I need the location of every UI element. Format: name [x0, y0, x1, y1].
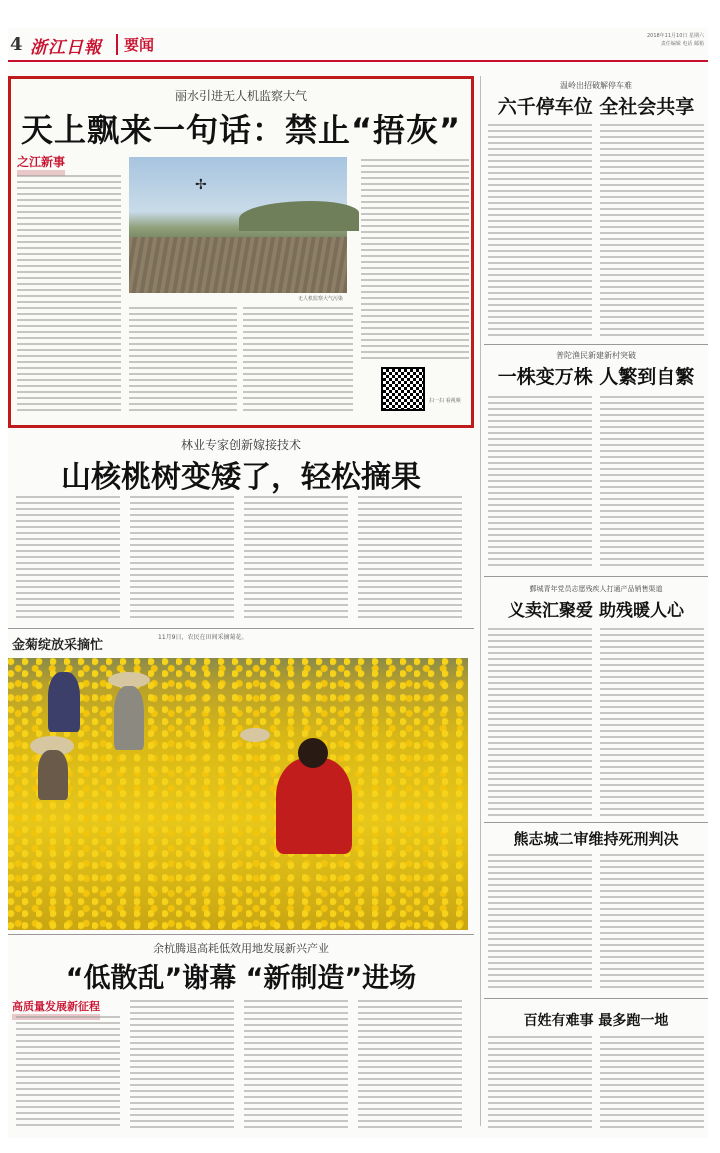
feature-body-col-2 [129, 307, 237, 411]
straw-hat [240, 728, 270, 742]
story4-body-b [600, 854, 704, 992]
story1-kicker: 温岭出招破解停车难 [560, 81, 632, 90]
story3-body-b [600, 628, 704, 818]
walnut-body-1 [16, 496, 120, 622]
hill-shape [239, 201, 359, 231]
story1-body-a [488, 124, 592, 338]
farmer-figure [48, 672, 80, 732]
masthead-info [647, 32, 704, 48]
divider [484, 822, 708, 823]
feature-body-col-3 [243, 307, 353, 411]
farmer-figure [38, 750, 68, 800]
walnut-body-4 [358, 496, 462, 622]
story5-title[interactable]: 百姓有难事 最多跑一地 [523, 1013, 669, 1029]
field-shape [129, 237, 347, 293]
column-tag: 之江新事 [17, 153, 65, 176]
story2-title[interactable]: 一株变万株 人繁到自繁 [497, 366, 695, 388]
story5-body-b [600, 1036, 704, 1130]
walnut-body-2 [130, 496, 234, 622]
feature-title: 天上飘来一句话：禁止“捂灰” [20, 111, 462, 149]
farmer-figure [114, 686, 144, 750]
page-number: 4 [10, 34, 23, 55]
chrysanthemum-photo [8, 658, 468, 930]
feature-photo-caption: 无人机监察大气污染 [297, 296, 343, 302]
walnut-title[interactable]: 山核桃树变矮了，轻松摘果 [61, 460, 421, 495]
paper-logo: 浙江日報 [30, 38, 102, 58]
featured-article[interactable] [8, 76, 474, 428]
column-tag-high-quality: 高质量发展新征程 [12, 998, 100, 1020]
photo-story-label: 金菊绽放采摘忙 [12, 638, 104, 653]
story4-title[interactable]: 熊志城二审维持死刑判决 [513, 830, 679, 848]
story5-body-a [488, 1036, 592, 1130]
manufacturing-title[interactable]: “低散乱”谢幕 “新制造”进场 [65, 963, 417, 994]
section-name: 要闻 [116, 34, 154, 55]
masthead [8, 28, 708, 62]
story4-body-a [488, 854, 592, 992]
story2-body-a [488, 396, 592, 566]
feature-photo [129, 157, 347, 293]
manufacturing-body-2 [130, 1000, 234, 1128]
story1-title[interactable]: 六千停车位 全社会共享 [497, 96, 695, 118]
feature-body-col-4 [361, 159, 469, 359]
feature-body-col-1 [17, 175, 121, 411]
photo-story-caption: 11月9日，农民在田间采摘菊花。 [158, 634, 248, 641]
divider [8, 934, 474, 935]
story2-kicker: 普陀渔民新建新村突破 [556, 351, 636, 360]
story1-body-b [600, 124, 704, 338]
divider [8, 628, 474, 629]
newspaper-page [8, 28, 708, 1138]
story2-body-b [600, 396, 704, 566]
story3-body-a [488, 628, 592, 818]
column-divider [480, 76, 481, 1126]
manufacturing-kicker: 余杭腾退高耗低效用地发展新兴产业 [153, 942, 329, 955]
qr-label: 扫一扫 看视频 [429, 398, 461, 404]
divider [484, 576, 708, 577]
divider [484, 998, 708, 999]
date-line: 2018年11月10日 星期六 [646, 33, 704, 39]
qr-code[interactable] [381, 367, 425, 411]
walnut-body-3 [244, 496, 348, 622]
manufacturing-body-1 [16, 1016, 120, 1128]
story3-kicker: 鄞城青年党员志愿残疾人打通产品销售渠道 [529, 585, 663, 593]
woman-in-red [276, 758, 352, 854]
manufacturing-body-3 [244, 1000, 348, 1128]
feature-kicker: 丽水引进无人机监察大气 [174, 89, 307, 103]
story3-title[interactable]: 义卖汇聚爱 助残暖人心 [508, 601, 684, 621]
divider [484, 344, 708, 345]
walnut-kicker: 林业专家创新嫁接技术 [180, 438, 301, 452]
drone-icon: ✢ [195, 177, 207, 193]
contact-line: 责任编辑 电话 邮箱 [660, 41, 704, 47]
manufacturing-body-4 [358, 1000, 462, 1128]
woman-head [298, 738, 328, 768]
